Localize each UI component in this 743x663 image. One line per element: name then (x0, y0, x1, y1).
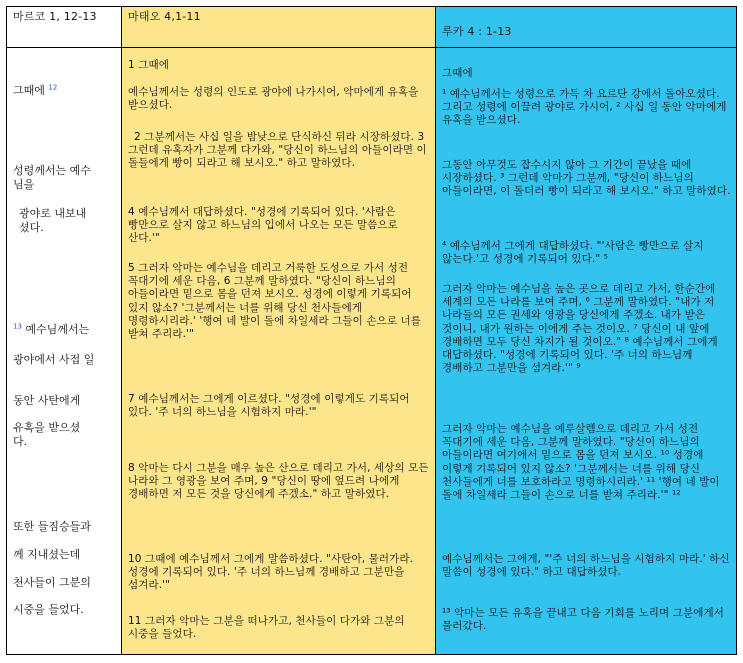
header-divider (436, 47, 736, 48)
verse-number: 13 (13, 322, 22, 331)
mark-line-5: 광야에서 사접 일 (13, 353, 95, 366)
header-divider (122, 47, 435, 48)
matthew-verse-5-6: 5 그러자 악마는 예수님을 데리고 거룩한 도성으로 가서 성전 꼭대기에 세운 다음, 6 그분께 말하였다. "당신이 하느님의 아들이라면 밑으로 몸을 던져 보시오. 성경에 이렇게 기록되어 있지 않소? '그분께서는 너를 위해 당신 천사들에게 명령하시리라.' '행여 네 발이 돌에 차일세라 그들이 손으로 너를 받쳐 주리라.'" (128, 262, 421, 341)
matthew-verse-7: 7 예수님께서는 그에게 이르셨다. "성경에 이렇게도 기록되어 있다. '주 너의 하느님을 시험하지 마라.'" (128, 393, 410, 419)
mark-text: 예수님께서는 (25, 323, 90, 336)
mark-line-7: 유혹을 받으셨다. (13, 421, 81, 448)
luke-intro: 그때에 (442, 67, 473, 79)
matthew-header: 마태오 4,1-11 (128, 10, 201, 23)
mark-line-1 (13, 84, 117, 98)
mark-line-3: 광야로 내보내셨다. (19, 207, 87, 234)
luke-verse-4: ⁴ 예수님께서 그에게 대답하셨다. "'사람은 빵만으로 살지 않는다.'고 성경에 기록되어 있다." ⁵ (442, 240, 704, 266)
matthew-verse-8-9: 8 악마는 다시 그분을 매우 높은 산으로 데리고 가서, 세상의 모든 나라와 그 영광을 보여 주며, 9 "당신이 땅에 엎드려 나에게 경배하면 저 모든 것을 당신에게 주겠소." 하고 말하였다. (128, 462, 429, 501)
matthew-column (122, 7, 436, 654)
mark-line-10: 천사들이 그분의 (13, 576, 91, 589)
verse-number: 12 (48, 83, 58, 92)
luke-verse-5-8: 그러자 악마는 예수님을 높은 곳으로 데리고 가서, 한순간에 세계의 모든 나라를 보여 주며, ⁶ 그분께 말하였다. "내가 저 나라들의 모든 권세와 영광을 당신에게 주겠소. 내가 받은 것이니, 내가 원하는 이에게 주는 것이오. ⁷ 당신이 내 앞에 경배하면 모두 당신 차지가 될 것이오." ⁸ 예수님께서 그에게 대답하셨다. "성경에 기록되어 있다. '주 너의 하느님께 경배하고 그분만을 섬겨라.'" ⁹ (442, 283, 718, 375)
mark-line-4 (13, 323, 117, 337)
luke-verse-1-2: ¹ 예수님께서는 성령으로 가득 차 요르단 강에서 돌아오셨다. 그리고 성령에 이끌려 광야로 가시어, ² 사십 일 동안 악마에게 유혹을 받으셨다. (442, 88, 727, 127)
mark-line-8: 또한 들짐승들과 (13, 520, 91, 533)
matthew-verse-10: 10 그때에 예수님께서 그에게 말씀하셨다. "사탄아, 물러가라. 성경에 기록되어 있다. '주 너의 하느님께 경배하고 그분만을 섬겨라.'" (128, 553, 414, 592)
matthew-verse-1-text: 예수님께서는 성령의 인도로 광야에 나가시어, 악마에게 유혹을 받으셨다. (128, 86, 419, 112)
luke-verse-2-3: 그동안 아무것도 잡수시지 않아 그 기간이 끝났을 때에 시장하셨다. ³ 그런데 악마가 그분께, "당신이 하느님의 아들이라면, 이 돌더러 빵이 되라고 해 보시오." 하고 말하였다. (442, 159, 731, 198)
matthew-verse-1: 1 그때에 (128, 59, 169, 71)
mark-column (7, 7, 122, 654)
matthew-verse-2-3: 2 그분께서는 사십 일을 밤낮으로 단식하신 뒤라 시장하셨다. 3 그런데 유혹자가 그분께 다가와, "당신이 하느님의 아들이라면 이 돌들에게 빵이 되라고 해 보시오." 하고 말하였다. (128, 131, 427, 170)
mark-header: 마르코 1, 12-13 (13, 10, 97, 23)
luke-header: 루카 4 : 1-13 (442, 25, 512, 38)
mark-line-6: 동안 사탄에게 (13, 394, 81, 407)
header-divider (7, 47, 121, 48)
comparison-table (6, 6, 737, 655)
mark-line-2: 성령께서는 예수님을 (13, 164, 91, 191)
mark-line-9: 께 지내셨는데 (13, 548, 81, 561)
mark-line-11: 시중을 들었다. (13, 603, 84, 616)
matthew-verse-11: 11 그러자 악마는 그분을 떠나가고, 천사들이 다가와 그분의 시중을 들었다. (128, 615, 405, 641)
luke-column (436, 7, 736, 654)
luke-verse-9-11: 그러자 악마는 예수님을 예루살렘으로 데리고 가서 성전 꼭대기에 세운 다음, 그분께 말하였다. "당신이 하느님의 아들이라면 여기에서 밑으로 몸을 던져 보시오. ¹⁰ 성경에 이렇게 기록되어 있지 않소? '그분께서는 너를 위해 당신 천사들에게 너를 보호하라고 명령하시리라.' ¹¹ '행여 네 발이 돌에 차일세라 그들이 손으로 너를 받쳐 주리라.'" ¹² (442, 423, 720, 502)
mark-text: 그때에 (13, 84, 45, 97)
luke-verse-13: ¹³ 악마는 모든 유혹을 끝내고 다음 기회를 노리며 그분에게서 물러갔다. (442, 607, 724, 633)
luke-verse-12: 예수님께서는 그에게, "'주 너의 하느님을 시험하지 마라.' 하신 말씀이 성경에 있다." 하고 대답하셨다. (442, 553, 730, 579)
matthew-verse-4: 4 예수님께서 대답하셨다. "성경에 기록되어 있다. '사람은 빵만으로 살지 않고 하느님의 입에서 나오는 모든 말씀으로 산다.'" (128, 206, 398, 245)
